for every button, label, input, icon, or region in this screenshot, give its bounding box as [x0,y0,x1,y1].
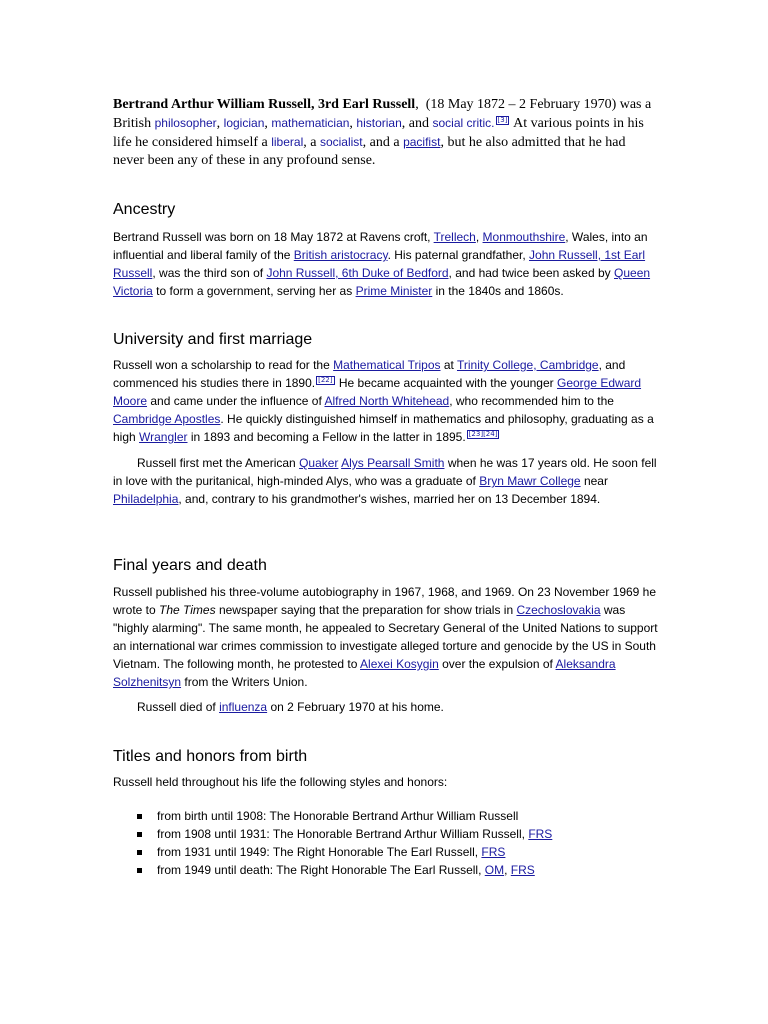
link-john-russell-6th-duke[interactable]: John Russell, 6th Duke of Bedford [266,266,449,280]
link-social-critic[interactable]: social critic. [432,116,495,130]
link-frs[interactable]: FRS [528,827,553,841]
intro-paragraph: Bertrand Arthur William Russell, 3rd Earl Russell, (18 May 1872 – 2 February 1970) was a British philosopher, logician, mathematician, historian, and social critic. [3] At various points in his life he considered himself a liberal, a socialist, and a pacifist, but he also admitted that he had never been any of these in any profound sense. [113,97,652,168]
list-item: from 1908 until 1931: The Honorable Bertrand Arthur William Russell, FRS [113,825,658,843]
heading-final-years: Final years and death [113,557,267,574]
heading-titles-honors: Titles and honors from birth [113,748,308,765]
link-philadelphia[interactable]: Philadelphia [113,492,179,506]
honors-list [113,807,658,879]
link-cambridge-apostles[interactable]: Cambridge Apostles [113,412,221,426]
link-czechoslovakia[interactable]: Czechoslovakia [516,603,601,617]
final-years-paragraph: Russell published his three-volume autobiography in 1967, 1968, and 1969. On 23 November 1969 he wrote to The Times newspaper saying that the preparation for show trials in Czechoslovakia was "highly alarming". The same month, he appealed to Secretary General of the United Nations to support an international war crimes commission to investigate alleged torture and genocide by the US in South Vietnam. The following month, he protested to Alexei Kosygin over the expulsion of Aleksandra Solzhenitsyn from the Writers Union. [113,585,658,689]
link-logician[interactable]: logician [223,116,265,130]
link-philosopher[interactable]: philosopher [154,116,217,130]
link-historian[interactable]: historian [356,116,402,130]
death-paragraph: Russell died of influenza on 2 February 1970 at his home. [137,700,444,714]
life-dates: (18 May 1872 – 2 February 1970) [425,97,617,112]
link-bryn-mawr-college[interactable]: Bryn Mawr College [479,474,581,488]
link-trinity-college[interactable]: Trinity College, Cambridge [456,358,599,372]
link-quaker[interactable]: Quaker [299,456,339,470]
bullet-icon [137,850,142,855]
heading-university: University and first marriage [113,331,313,348]
list-item: from birth until 1908: The Honorable Bertrand Arthur William Russell [113,807,658,825]
link-alexei-kosygin[interactable]: Alexei Kosygin [360,657,439,671]
marriage-paragraph: Russell first met the American Quaker Alys Pearsall Smith when he was 17 years old. He soon fell in love with the puritanical, high-minded Alys, who was a graduate of Bryn Mawr College near Philadelphia, and, contrary to his grandmother's wishes, married her on 13 December 1894. [113,456,657,506]
list-item: from 1931 until 1949: The Right Honorable The Earl Russell, FRS [113,843,658,861]
link-british-aristocracy[interactable]: British aristocracy [293,248,388,262]
link-socialist[interactable]: socialist [319,135,363,149]
ancestry-paragraph: Bertrand Russell was born on 18 May 1872 at Ravens croft, Trellech, Monmouthshire, Wales, into an influential and liberal family of the British aristocracy. His paternal grandfather, John Russell, 1st Earl Russell, was the third son of John Russell, 6th Duke of Bedford, and had twice been asked by Queen Victoria to form a government, serving her as Prime Minister in the 1840s and 1860s. [113,230,651,298]
link-george-edward-moore[interactable]: George Edward Moore [113,376,642,408]
bullet-icon [137,868,142,873]
link-influenza[interactable]: influenza [219,700,268,714]
link-pacifist[interactable]: pacifist [403,135,441,149]
link-frs[interactable]: FRS [510,863,535,877]
list-item: from 1949 until death: The Right Honorable The Earl Russell, OM, FRS [113,861,658,879]
the-times-title: The Times [159,603,216,617]
link-alys-pearsall-smith[interactable]: Alys Pearsall Smith [341,456,445,470]
subject-name: Bertrand Arthur William Russell, 3rd Earl Russell [113,97,416,112]
link-aleksandra-solzhenitsyn[interactable]: Aleksandra Solzhenitsyn [113,657,616,689]
reference-link[interactable]: [3] [497,116,508,124]
link-alfred-north-whitehead[interactable]: Alfred North Whitehead [324,394,450,408]
link-monmouthshire[interactable]: Monmouthshire [482,230,566,244]
link-om[interactable]: OM [484,863,505,877]
link-liberal[interactable]: liberal [271,135,304,149]
link-john-russell-1st-earl[interactable]: John Russell, 1st Earl Russell [113,248,646,280]
link-mathematician[interactable]: mathematician [271,116,350,130]
reference-link[interactable]: [22] [318,376,333,384]
link-prime-minister[interactable]: Prime Minister [355,284,433,298]
link-mathematical-tripos[interactable]: Mathematical Tripos [333,358,441,372]
heading-ancestry: Ancestry [113,201,176,218]
link-trellech[interactable]: Trellech [433,230,476,244]
bullet-icon [137,832,142,837]
link-queen-victoria[interactable]: Queen Victoria [113,266,651,298]
document-page [113,96,658,877]
link-wrangler[interactable]: Wrangler [139,430,188,444]
bullet-icon [137,814,142,819]
link-frs[interactable]: FRS [481,845,506,859]
titles-intro: Russell held throughout his life the following styles and honors: [113,775,448,789]
reference-link[interactable]: [23][24] [468,430,498,438]
university-paragraph: Russell won a scholarship to read for the Mathematical Tripos at Trinity College, Cambridge, and commenced his studies there in 1890. [22] He became acquainted with the younger George Edward Moore and came under the influence of Alfred North Whitehead, who recommended him to the Cambridge Apostles. He quickly distinguished himself in mathematics and philosophy, graduating as a high Wrangler in 1893 and becoming a Fellow in the latter in 1895. [23][24] [113,358,654,444]
